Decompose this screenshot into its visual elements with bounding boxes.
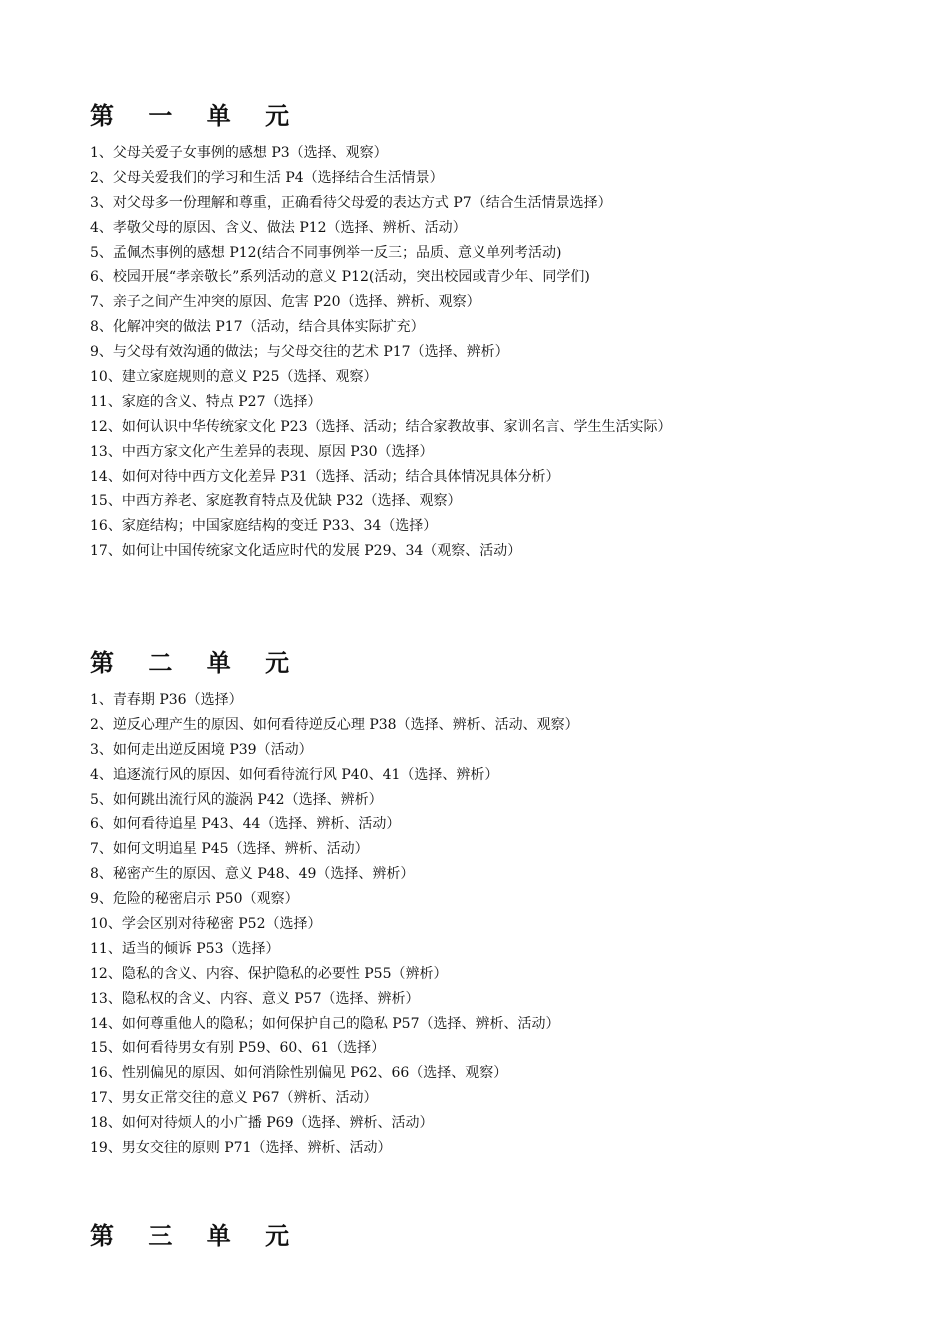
list-item: 10、建立家庭规则的意义 P25（选择、观察） [90, 369, 378, 386]
list-item: 4、孝敬父母的原因、含义、做法 P12（选择、辨析、活动） [90, 219, 467, 236]
list-item: 13、中西方家文化产生差异的表现、原因 P30（选择） [90, 443, 434, 460]
list-item: 9、危险的秘密启示 P50（观察） [90, 891, 299, 908]
unit-3-title: 第 三 单 元 [90, 1222, 303, 1250]
list-item: 16、家庭结构；中国家庭结构的变迁 P33、34（选择） [90, 518, 438, 535]
list-item: 18、如何对待烦人的小广播 P69（选择、辨析、活动） [90, 1115, 434, 1132]
list-item: 8、化解冲突的做法 P17（活动，结合具体实际扩充） [90, 319, 425, 336]
list-item: 6、校园开展“孝亲敬长”系列活动的意义 P12(活动，突出校园或青少年、同学们) [90, 269, 590, 286]
list-item: 11、适当的倾诉 P53（选择） [90, 940, 280, 957]
list-item: 10、学会区别对待秘密 P52（选择） [90, 916, 322, 933]
list-item: 7、亲子之间产生冲突的原因、危害 P20（选择、辨析、观察） [90, 294, 481, 311]
list-item: 1、青春期 P36（选择） [90, 692, 243, 708]
unit-1-item-list [90, 141, 910, 564]
list-item: 3、如何走出逆反困境 P39（活动） [90, 741, 313, 758]
list-item: 17、如何让中国传统家文化适应时代的发展 P29、34（观察、活动） [90, 543, 522, 560]
unit-1-title: 第 一 单 元 [90, 102, 303, 130]
list-item: 2、逆反心理产生的原因、如何看待逆反心理 P38（选择、辨析、活动、观察） [90, 716, 579, 733]
list-item: 15、中西方养老、家庭教育特点及优缺 P32（选择、观察） [90, 493, 462, 510]
list-item: 17、男女正常交往的意义 P67（辨析、活动） [90, 1090, 378, 1107]
list-item: 8、秘密产生的原因、意义 P48、49（选择、辨析） [90, 866, 415, 883]
list-item: 14、如何对待中西方文化差异 P31（选择、活动；结合具体情况具体分析） [90, 468, 560, 485]
list-item: 13、隐私权的含义、内容、意义 P57（选择、辨析） [90, 990, 420, 1007]
unit-2-section [90, 648, 910, 1161]
list-item: 9、与父母有效沟通的做法；与父母交往的艺术 P17（选择、辨析） [90, 344, 509, 361]
list-item: 5、如何跳出流行风的漩涡 P42（选择、辨析） [90, 791, 383, 808]
unit-2-title: 第 二 单 元 [90, 649, 303, 677]
list-item: 5、孟佩杰事例的感想 P12(结合不同事例举一反三；品质、意义单列考活动) [90, 244, 562, 261]
list-item: 6、如何看待追星 P43、44（选择、辨析、活动） [90, 816, 401, 833]
list-item: 7、如何文明追星 P45（选择、辨析、活动） [90, 841, 369, 858]
list-item: 1、父母关爱子女事例的感想 P3（选择、观察） [90, 145, 388, 161]
list-item: 3、对父母多一份理解和尊重，正确看待父母爱的表达方式 P7（结合生活情景选择） [90, 194, 612, 211]
list-item: 4、追逐流行风的原因、如何看待流行风 P40、41（选择、辨析） [90, 766, 499, 783]
unit-2-item-list [90, 688, 910, 1161]
list-item: 15、如何看待男女有别 P59、60、61（选择） [90, 1040, 386, 1057]
list-item: 16、性别偏见的原因、如何消除性别偏见 P62、66（选择、观察） [90, 1065, 508, 1082]
list-item: 19、男女交往的原则 P71（选择、辨析、活动） [90, 1140, 392, 1157]
list-item: 2、父母关爱我们的学习和生活 P4（选择结合生活情景） [90, 169, 444, 186]
list-item: 11、家庭的含义、特点 P27（选择） [90, 393, 322, 410]
unit-3-section [90, 1221, 910, 1251]
unit-1-section [90, 101, 910, 564]
list-item: 12、如何认识中华传统家文化 P23（选择、活动；结合家教故事、家训名言、学生生活实际） [90, 418, 672, 435]
list-item: 12、隐私的含义、内容、保护隐私的必要性 P55（辨析） [90, 965, 448, 982]
list-item: 14、如何尊重他人的隐私；如何保护自己的隐私 P57（选择、辨析、活动） [90, 1015, 560, 1032]
